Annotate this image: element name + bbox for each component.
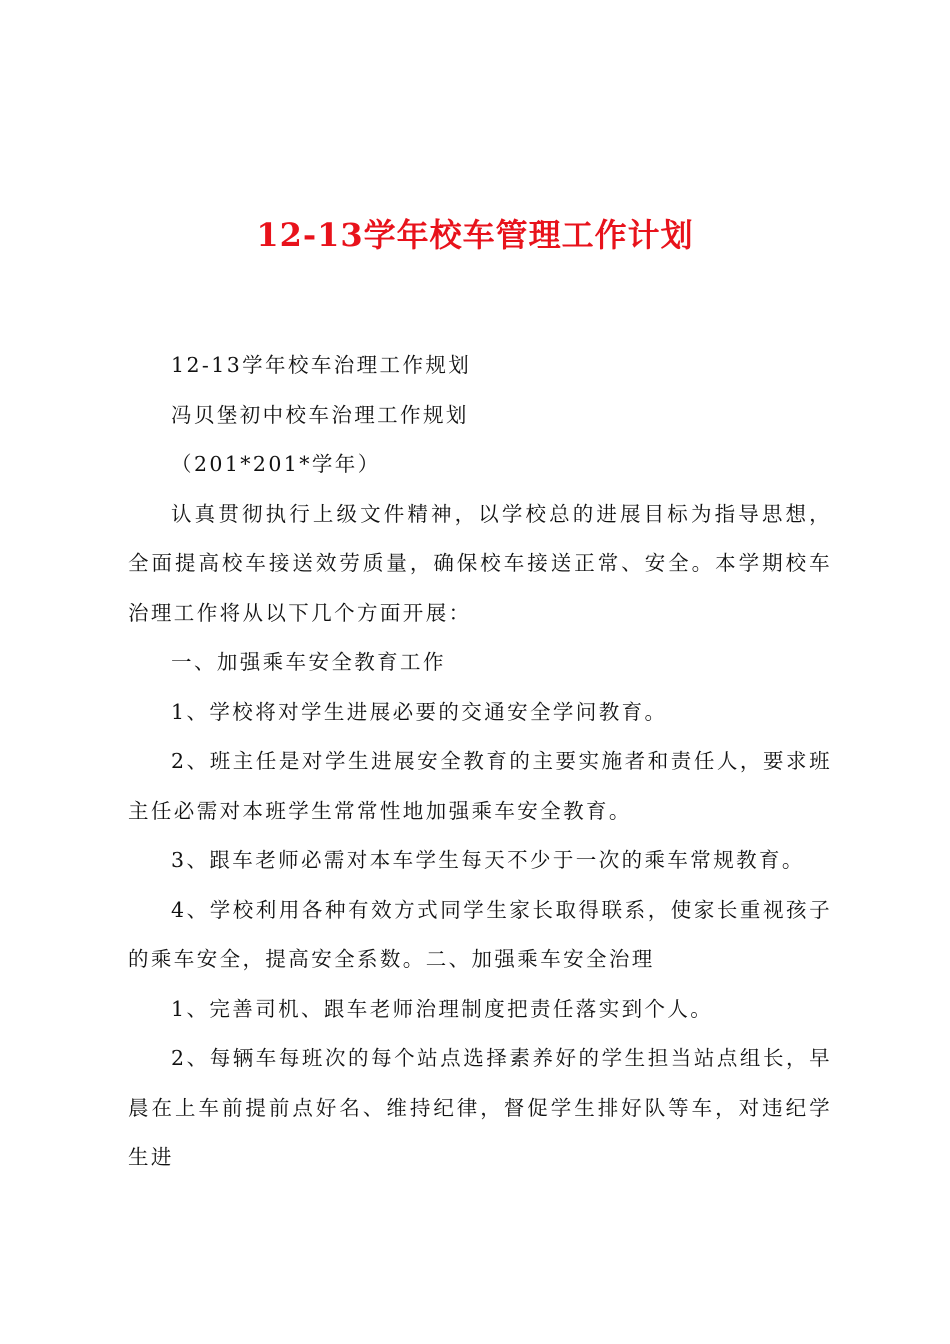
paragraph-plan-title: 12-13学年校车治理工作规划 xyxy=(171,353,472,377)
paragraph-item-2: 2、班主任是对学生进展安全教育的主要实施者和责任人，要求班主任必需对本班学生常常性地加强乘车安全教育。 xyxy=(128,749,832,823)
paragraph-management-item-2: 2、每辆车每班次的每个站点选择素养好的学生担当站点组长，早晨在上车前提前点好名、维持纪律，督促学生排好队等车，对违纪学生进 xyxy=(128,1046,832,1169)
document-body xyxy=(128,341,832,1183)
section-heading-safety-education: 一、加强乘车安全教育工作 xyxy=(171,650,446,674)
paragraph-item-4: 4、学校利用各种有效方式同学生家长取得联系，使家长重视孩子的乘车安全，提高安全系数。二、加强乘车安全治理 xyxy=(128,897,832,971)
paragraph-intro: 认真贯彻执行上级文件精神，以学校总的进展目标为指导思想，全面提高校车接送效劳质量，确保校车接送正常、安全。本学期校车治理工作将从以下几个方面开展： xyxy=(128,501,832,625)
paragraph-school-plan: 冯贝堡初中校车治理工作规划 xyxy=(171,402,469,427)
paragraph-management-item-1: 1、完善司机、跟车老师治理制度把责任落实到个人。 xyxy=(171,996,714,1021)
paragraph-item-3: 3、跟车老师必需对本车学生每天不少于一次的乘车常规教育。 xyxy=(171,848,805,872)
document-title: 12-13学年校车管理工作计划 xyxy=(256,216,694,254)
paragraph-item-1: 1、学校将对学生进展必要的交通安全学问教育。 xyxy=(171,699,668,724)
paragraph-school-year: （201*201*学年） xyxy=(171,452,381,476)
